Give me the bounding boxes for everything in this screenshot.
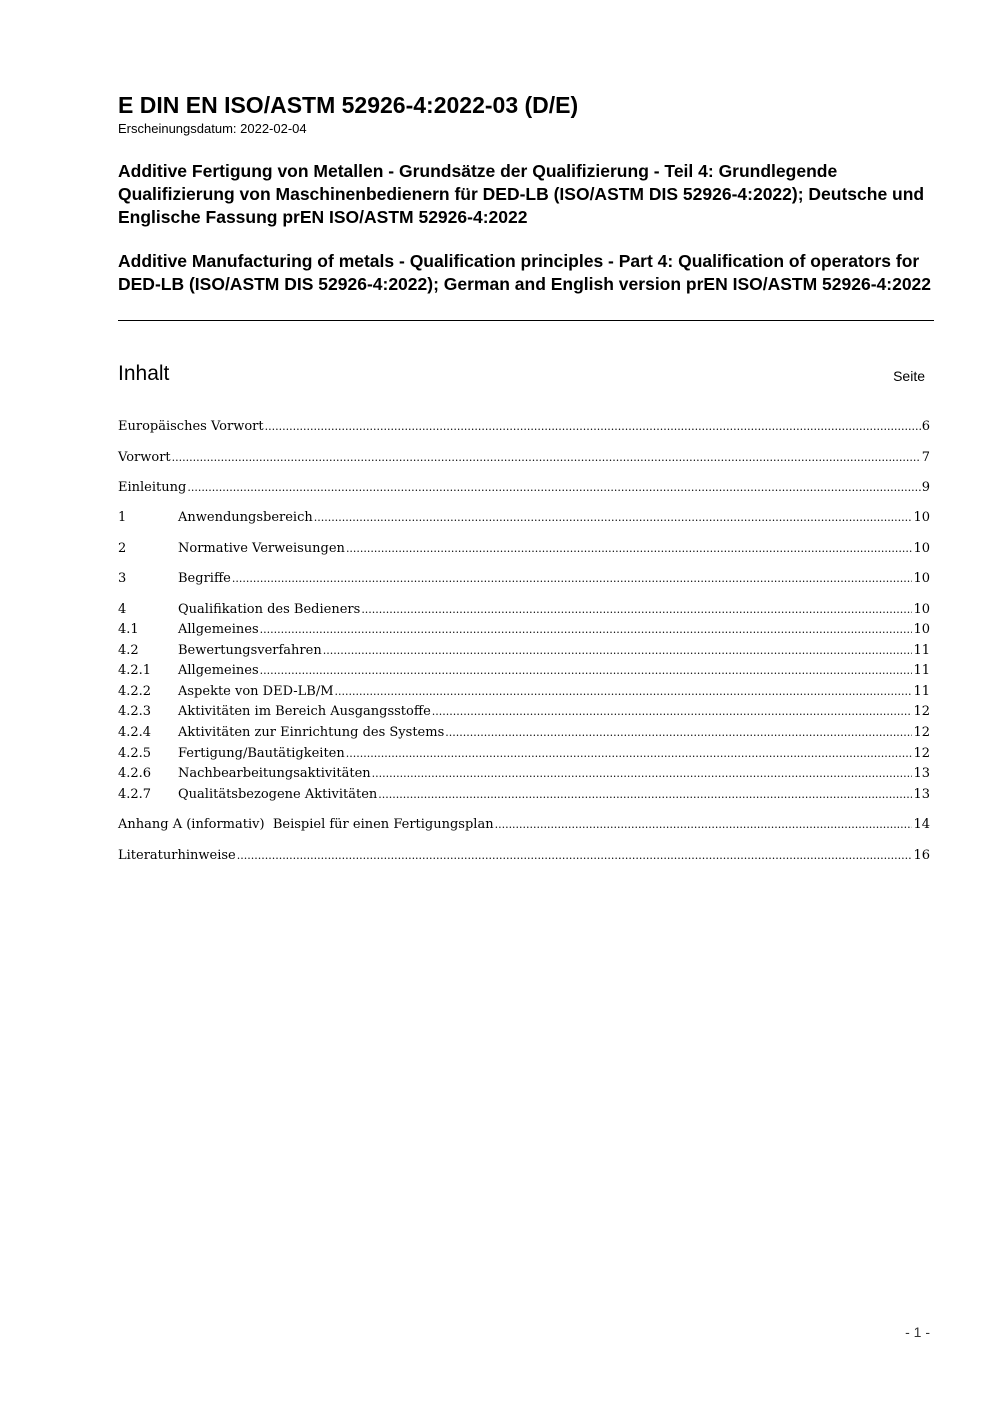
toc-entry-label: Begriffe (178, 571, 231, 586)
toc-leader-dots (187, 478, 920, 498)
toc-leader-dots (346, 744, 913, 764)
toc-entry-1[interactable] (118, 508, 930, 528)
toc-heading: Inhalt (118, 362, 170, 385)
toc-entry-4-2[interactable] (118, 641, 930, 661)
toc-leader-dots (445, 723, 912, 743)
toc-entry-label: Normative Verweisungen (178, 541, 345, 556)
toc-entry-anhang-a[interactable] (118, 815, 930, 835)
toc-entry-label: Bewertungsverfahren (178, 643, 322, 658)
toc-entry-number: 4.2.1 (118, 663, 152, 678)
toc-entry-4-2-2[interactable] (118, 682, 930, 702)
toc-entry-einleitung[interactable] (118, 478, 930, 498)
toc-entry-label: Qualifikation des Bedieners (178, 602, 361, 617)
toc-entry-number: 4 (118, 602, 127, 617)
toc-entry-literaturhinweise[interactable] (118, 846, 930, 866)
toc-entry-3[interactable] (118, 569, 930, 589)
toc-entry-label: Europäisches Vorwort (118, 419, 264, 434)
toc-leader-dots (237, 846, 913, 866)
toc-entry-page: 10 (913, 622, 930, 637)
toc-leader-dots (172, 448, 921, 468)
toc-entry-page: 14 (913, 817, 930, 832)
toc-entry-europaeisches-vorwort[interactable] (118, 417, 930, 437)
toc-entry-page: 12 (913, 725, 930, 740)
toc-entry-number: 4.2.7 (118, 787, 152, 802)
toc-entry-number: 4.2.3 (118, 704, 152, 719)
toc-entry-page: 12 (913, 746, 930, 761)
toc-entry-page: 11 (913, 663, 930, 678)
toc-entry-label: Fertigung/Bautätigkeiten (178, 746, 345, 761)
toc-entry-page: 6 (921, 419, 930, 434)
toc-leader-dots (323, 641, 913, 661)
toc-entry-page: 11 (913, 684, 930, 699)
toc-entry-label: Einleitung (118, 480, 187, 495)
toc-leader-dots (260, 620, 913, 640)
english-title: Additive Manufacturing of metals - Qualification principles - Part 4: Qualification of operators for DED-LB (ISO/ASTM DIS 52926-4:2022); German and English version prEN ISO/ASTM 52926-4:2022 (118, 251, 932, 294)
toc-entry-page: 13 (913, 787, 930, 802)
toc-entry-label: Aktivitäten im Bereich Ausgangsstoffe (178, 704, 431, 719)
toc-entry-2[interactable] (118, 539, 930, 559)
toc-entry-number: 2 (118, 541, 127, 556)
toc-entry-4[interactable] (118, 600, 930, 620)
toc-entry-page: 10 (913, 602, 930, 617)
toc-entry-label: Aspekte von DED-LB/M (178, 684, 334, 699)
toc-entry-page: 11 (913, 643, 930, 658)
toc-entry-number: 4.2 (118, 643, 139, 658)
toc-entry-label: Aktivitäten zur Einrichtung des Systems (178, 725, 445, 740)
toc-entry-page: 9 (921, 480, 930, 495)
document-id-title: E DIN EN ISO/ASTM 52926-4:2022-03 (D/E) (118, 92, 579, 118)
toc-entry-number: 4.2.6 (118, 766, 152, 781)
toc-entry-4-2-5[interactable] (118, 744, 930, 764)
toc-entry-label: Anhang A (informativ) Beispiel für einen Fertigungsplan (118, 817, 494, 832)
toc-entry-label: Anwendungsbereich (178, 510, 313, 525)
toc-entry-page: 13 (913, 766, 930, 781)
toc-entry-label: Allgemeines (178, 622, 259, 637)
title-divider (118, 320, 934, 321)
toc-entry-page: 10 (913, 510, 930, 525)
toc-leader-dots (432, 702, 913, 722)
page-number: - 1 - (905, 1324, 930, 1340)
toc-entry-page: 16 (913, 848, 930, 863)
toc-entry-page: 10 (913, 541, 930, 556)
toc-entry-4-2-6[interactable] (118, 764, 930, 784)
toc-leader-dots (495, 815, 913, 835)
toc-entry-4-2-3[interactable] (118, 702, 930, 722)
toc-entry-number: 4.2.4 (118, 725, 152, 740)
toc-entry-label: Nachbearbeitungsaktivitäten (178, 766, 371, 781)
toc-leader-dots (265, 417, 921, 437)
toc-entry-page: 12 (913, 704, 930, 719)
toc-leader-dots (346, 539, 913, 559)
toc-entry-label: Literaturhinweise (118, 848, 236, 863)
toc-entry-number: 3 (118, 571, 127, 586)
german-title: Additive Fertigung von Metallen - Grundsätze der Qualifizierung - Teil 4: Grundlegende Qualifizierung von Maschinenbedienern für DED-LB (ISO/ASTM DIS 52926-4:2022); Deutsche und Englische Fassung prEN ISO/ASTM 52926-4:2022 (118, 161, 925, 227)
toc-leader-dots (378, 785, 912, 805)
toc-entry-4-2-7[interactable] (118, 785, 930, 805)
toc-entry-label: Vorwort (118, 450, 171, 465)
toc-page-column-label: Seite (893, 368, 925, 384)
toc-entry-4-2-4[interactable] (118, 723, 930, 743)
toc-leader-dots (314, 508, 913, 528)
toc-leader-dots (232, 569, 913, 589)
toc-entry-label: Allgemeines (178, 663, 259, 678)
toc-leader-dots (361, 600, 912, 620)
toc-entry-number: 1 (118, 510, 127, 525)
toc-leader-dots (335, 682, 913, 702)
toc-entry-page: 10 (913, 571, 930, 586)
toc-entry-number: 4.2.5 (118, 746, 152, 761)
toc-entry-vorwort[interactable] (118, 448, 930, 468)
toc-entry-4-2-1[interactable] (118, 661, 930, 681)
toc-entry-number: 4.1 (118, 622, 139, 637)
toc-entry-label: Qualitätsbezogene Aktivitäten (178, 787, 378, 802)
toc-entry-number: 4.2.2 (118, 684, 152, 699)
toc-entry-4-1[interactable] (118, 620, 930, 640)
toc-entry-page: 7 (921, 450, 930, 465)
toc-leader-dots (260, 661, 913, 681)
toc-leader-dots (372, 764, 913, 784)
publication-date: Erscheinungsdatum: 2022-02-04 (118, 121, 307, 136)
